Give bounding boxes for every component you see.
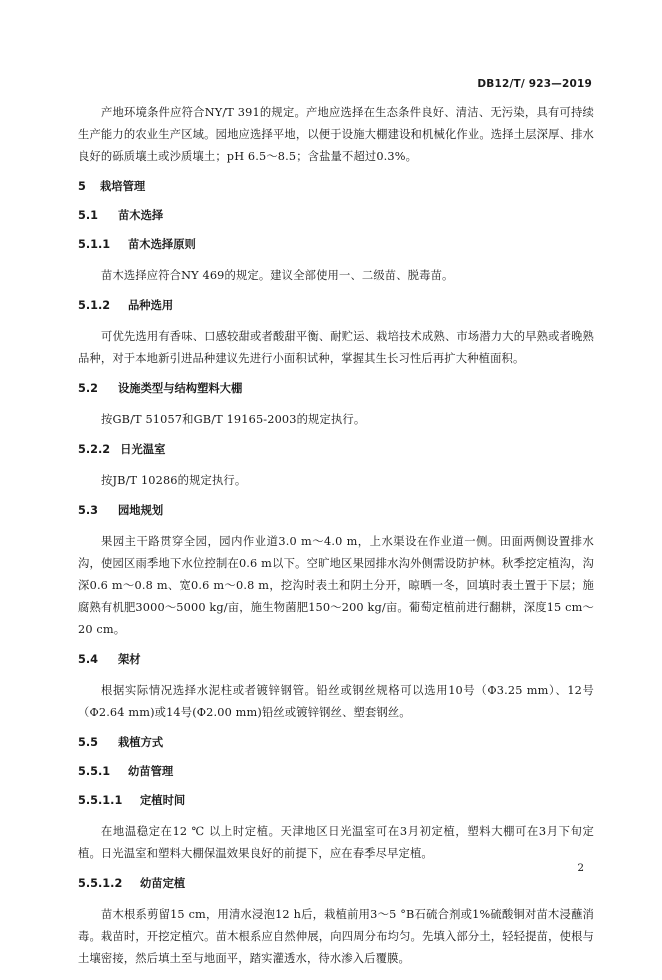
section-heading (78, 178, 594, 196)
section-title: 幼苗管理 (128, 765, 174, 778)
section-number: 5.3 (78, 504, 99, 517)
section-heading (78, 763, 594, 781)
section-heading (78, 236, 594, 254)
section-heading (78, 792, 594, 810)
section-title: 栽培管理 (100, 180, 146, 193)
section-title: 架材 (118, 653, 141, 666)
paragraph: 可优先选用有香味、口感较甜或者酸甜平衡、耐贮运、栽培技术成熟、市场潜力大的早熟或者晚熟品种，对于本地新引进品种建议先进行小面积试种，掌握其生长习性后再扩大种植面积。 (78, 330, 594, 365)
section-title: 设施类型与结构塑料大棚 (118, 382, 243, 395)
section-title: 苗木选择 (118, 209, 164, 222)
section-title: 日光温室 (120, 443, 166, 456)
section-heading (78, 651, 594, 669)
paragraph: 在地温稳定在12 ℃ 以上时定植。天津地区日光温室可在3月初定植，塑料大棚可在3月下旬定植。日光温室和塑料大棚保温效果良好的前提下，应在春季尽早定植。 (78, 825, 594, 860)
section-number: 5.1.2 (78, 299, 111, 312)
section-number: 5.5.1.2 (78, 877, 123, 890)
section-number: 5.2.2 (78, 443, 111, 456)
section-heading (78, 380, 594, 398)
section-number: 5.1.1 (78, 238, 111, 251)
section-heading (78, 875, 594, 893)
section-title: 栽植方式 (118, 736, 164, 749)
paragraph: 根据实际情况选择水泥柱或者镀锌钢管。铅丝或钢丝规格可以选用10号（Φ3.25 mm）、12号（Φ2.64 mm)或14号(Φ2.00 mm)铅丝或镀锌钢丝、塑套钢丝。 (78, 684, 594, 719)
section-title: 幼苗定植 (140, 877, 186, 890)
section-title: 苗木选择原则 (128, 238, 196, 251)
section-number: 5.5.1 (78, 765, 111, 778)
section-number: 5.4 (78, 653, 99, 666)
section-number: 5.1 (78, 209, 99, 222)
document-id: DB12/T/ 923—2019 (477, 78, 592, 90)
paragraph: 果园主干路贯穿全园，园内作业道3.0 m～4.0 m，上水渠设在作业道一侧。田面两侧设置排水沟，使园区雨季地下水位控制在0.6 m以下。空旷地区果园排水沟外侧需设防护林。秋季挖定植沟，沟深0.6 m～0.8 m、宽0.6 m～0.8 m，挖沟时表土和阴土分开，晾晒一冬，回填时表土置于下层；施腐熟有机肥3000～5000 kg/亩，施生物菌肥150～200 kg/亩。葡萄定植前进行翻耕，深度15 cm～20 cm。 (78, 535, 594, 636)
section-number: 5.2 (78, 382, 99, 395)
section-title: 园地规划 (118, 504, 164, 517)
section-number: 5 (78, 180, 86, 193)
section-heading (78, 502, 594, 520)
paragraph: 苗木选择应符合NY 469的规定。建议全部使用一、二级苗、脱毒苗。 (101, 269, 454, 282)
paragraph: 苗木根系剪留15 cm，用清水浸泡12 h后，栽植前用3～5 °B石硫合剂或1%硫酸铜对苗木浸蘸消毒。栽苗时，开挖定植穴。苗木根系应自然伸展，向四周分布均匀。先填入部分土，轻轻提苗，使根与土壤密接，然后填土至与地面平，踏实灌透水，待水渗入后覆膜。 (78, 908, 594, 965)
section-title: 定植时间 (140, 794, 186, 807)
section-heading (78, 734, 594, 752)
section-heading (78, 441, 594, 459)
page-number: 2 (577, 862, 584, 874)
document-body (78, 102, 594, 980)
paragraph: 产地环境条件应符合NY/T 391的规定。产地应选择在生态条件良好、清洁、无污染，具有可持续生产能力的农业生产区域。园地应选择平地，以便于设施大棚建设和机械化作业。选择土层深厚、排水良好的砾质壤土或沙质壤土；pH 6.5～8.5；含盐量不超过0.3%。 (78, 106, 594, 163)
section-number: 5.5 (78, 736, 99, 749)
section-heading (78, 297, 594, 315)
section-number: 5.5.1.1 (78, 794, 123, 807)
paragraph: 按JB/T 10286的规定执行。 (101, 474, 247, 487)
section-heading (78, 207, 594, 225)
section-title: 品种选用 (128, 299, 174, 312)
paragraph: 按GB/T 51057和GB/T 19165-2003的规定执行。 (101, 413, 366, 426)
